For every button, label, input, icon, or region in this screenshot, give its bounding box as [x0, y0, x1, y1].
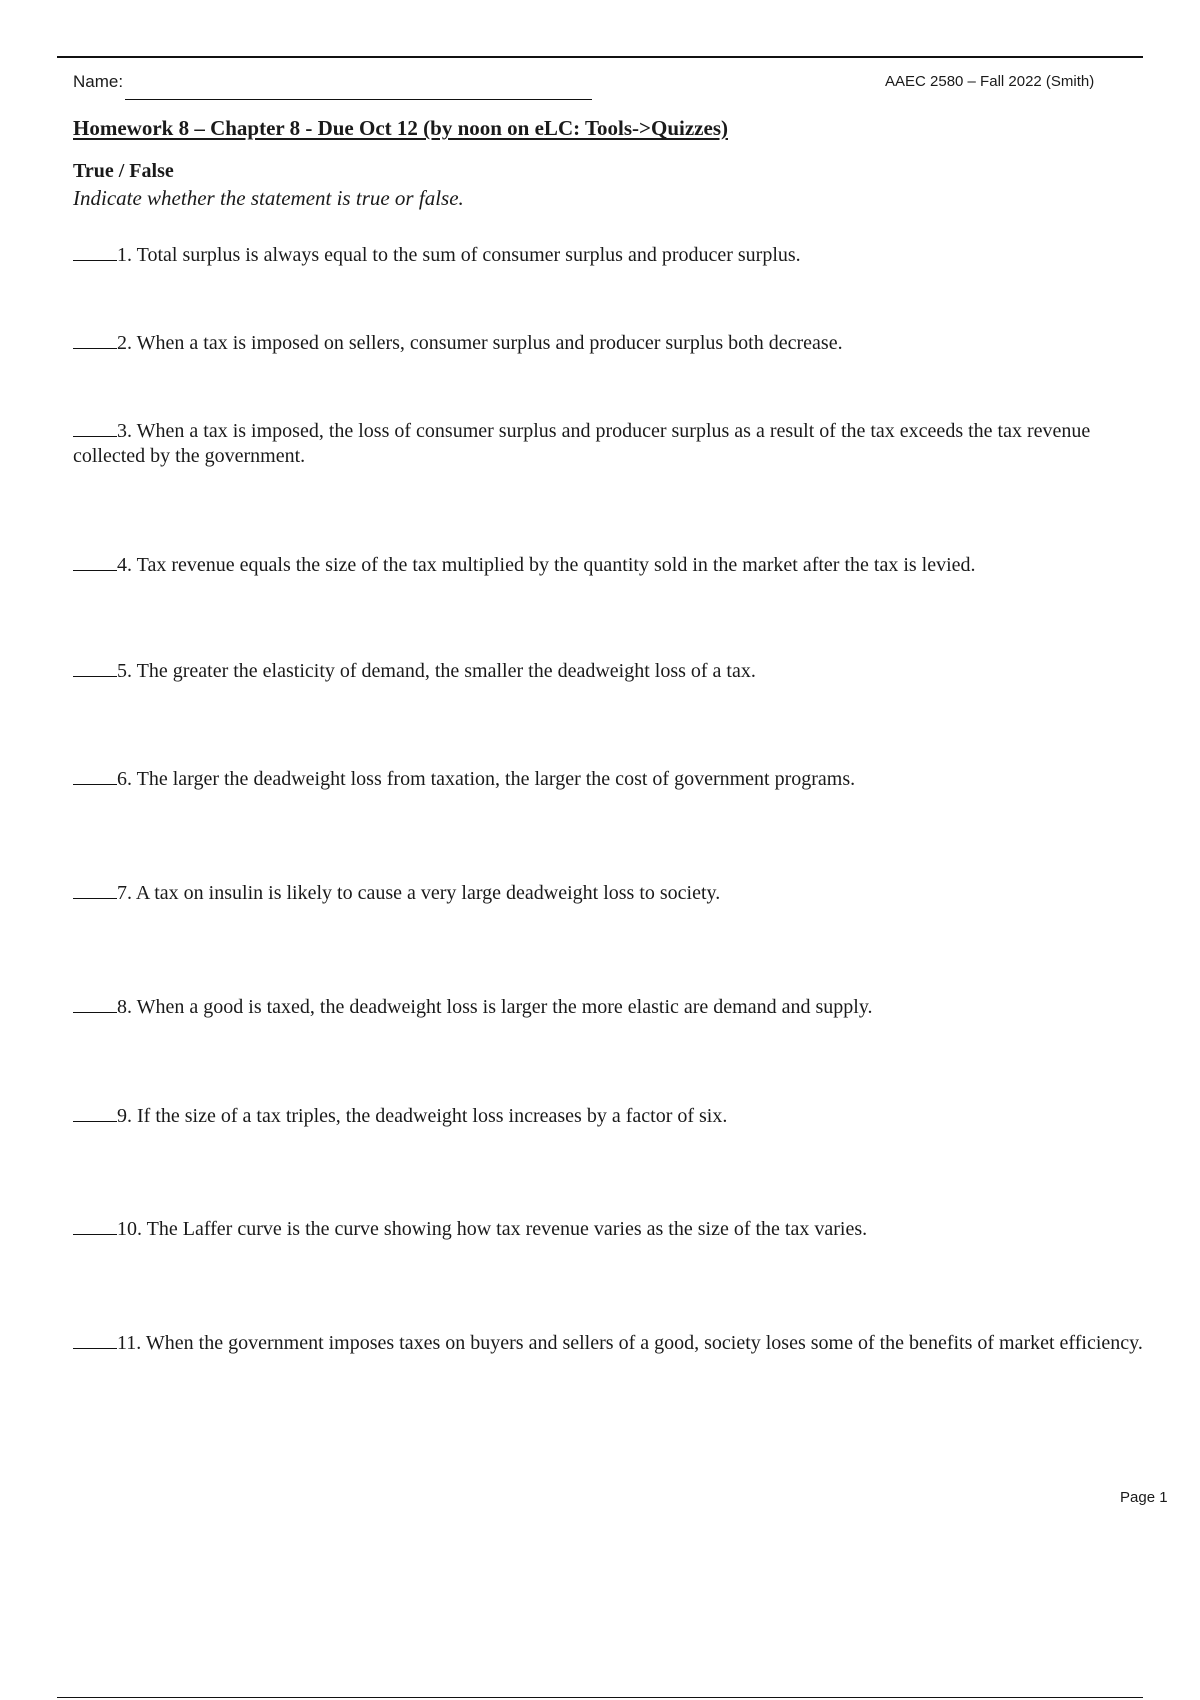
question-text: A tax on insulin is likely to cause a very large deadweight loss to society.	[135, 882, 721, 904]
answer-blank	[73, 996, 117, 1013]
question-text: The greater the elasticity of demand, the smaller the deadweight loss of a tax.	[136, 660, 756, 682]
section-instructions: Indicate whether the statement is true or false.	[73, 186, 464, 210]
question-1	[73, 243, 1163, 268]
question-text: Tax revenue equals the size of the tax multiplied by the quantity sold in the market after the tax is levied.	[136, 554, 976, 576]
question-2	[73, 331, 1163, 356]
answer-blank	[73, 332, 117, 349]
question-text: When a tax is imposed on sellers, consumer surplus and producer surplus both decrease.	[136, 332, 843, 354]
name-field	[73, 72, 592, 92]
answer-blank	[73, 660, 117, 677]
name-label: Name:	[73, 72, 124, 91]
question-text: The larger the deadweight loss from taxation, the larger the cost of government programs.	[136, 768, 856, 790]
question-3	[73, 419, 1163, 469]
homework-title: Homework 8 – Chapter 8 - Due Oct 12 (by noon on eLC: Tools->Quizzes)	[73, 116, 728, 140]
question-number: 4.	[117, 554, 132, 576]
answer-blank	[73, 1105, 117, 1122]
question-8	[73, 995, 1163, 1020]
question-text: Total surplus is always equal to the sum of consumer surplus and producer surplus.	[136, 244, 801, 266]
question-number: 1.	[117, 244, 132, 266]
answer-blank	[73, 768, 117, 785]
name-blank-line	[125, 99, 592, 100]
question-number: 9.	[117, 1105, 132, 1127]
section-title: True / False	[73, 160, 174, 182]
question-number: 5.	[117, 660, 132, 682]
question-6	[73, 767, 1163, 792]
question-7	[73, 881, 1163, 906]
question-number: 8.	[117, 996, 132, 1018]
question-text: When a good is taxed, the deadweight loss is larger the more elastic are demand and supply.	[136, 996, 873, 1018]
question-9	[73, 1104, 1163, 1129]
course-info: AAEC 2580 – Fall 2022 (Smith)	[885, 73, 1095, 90]
question-5	[73, 659, 1163, 684]
answer-blank	[73, 1332, 117, 1349]
answer-blank	[73, 882, 117, 899]
answer-blank	[73, 554, 117, 571]
bottom-rule	[57, 1697, 1143, 1698]
question-11	[73, 1331, 1163, 1356]
top-rule	[57, 56, 1143, 58]
answer-blank	[73, 1218, 117, 1235]
question-10	[73, 1217, 1163, 1242]
question-number: 7.	[117, 882, 132, 904]
question-text: If the size of a tax triples, the deadweight loss increases by a factor of six.	[137, 1105, 728, 1127]
question-text: When a tax is imposed, the loss of consumer surplus and producer surplus as a result of the tax exceeds the tax revenue collected by the government.	[73, 420, 1091, 467]
question-number: 11.	[117, 1332, 142, 1354]
question-number: 2.	[117, 332, 132, 354]
question-number: 3.	[117, 420, 132, 442]
question-number: 6.	[117, 768, 132, 790]
question-4	[73, 553, 1163, 578]
question-text: When the government imposes taxes on buyers and sellers of a good, society loses some of the benefits of market efficiency.	[145, 1332, 1143, 1354]
page-number: Page 1	[1120, 1489, 1168, 1506]
answer-blank	[73, 420, 117, 437]
question-text: The Laffer curve is the curve showing how tax revenue varies as the size of the tax varies.	[146, 1218, 868, 1240]
answer-blank	[73, 244, 117, 261]
question-number: 10.	[117, 1218, 142, 1240]
